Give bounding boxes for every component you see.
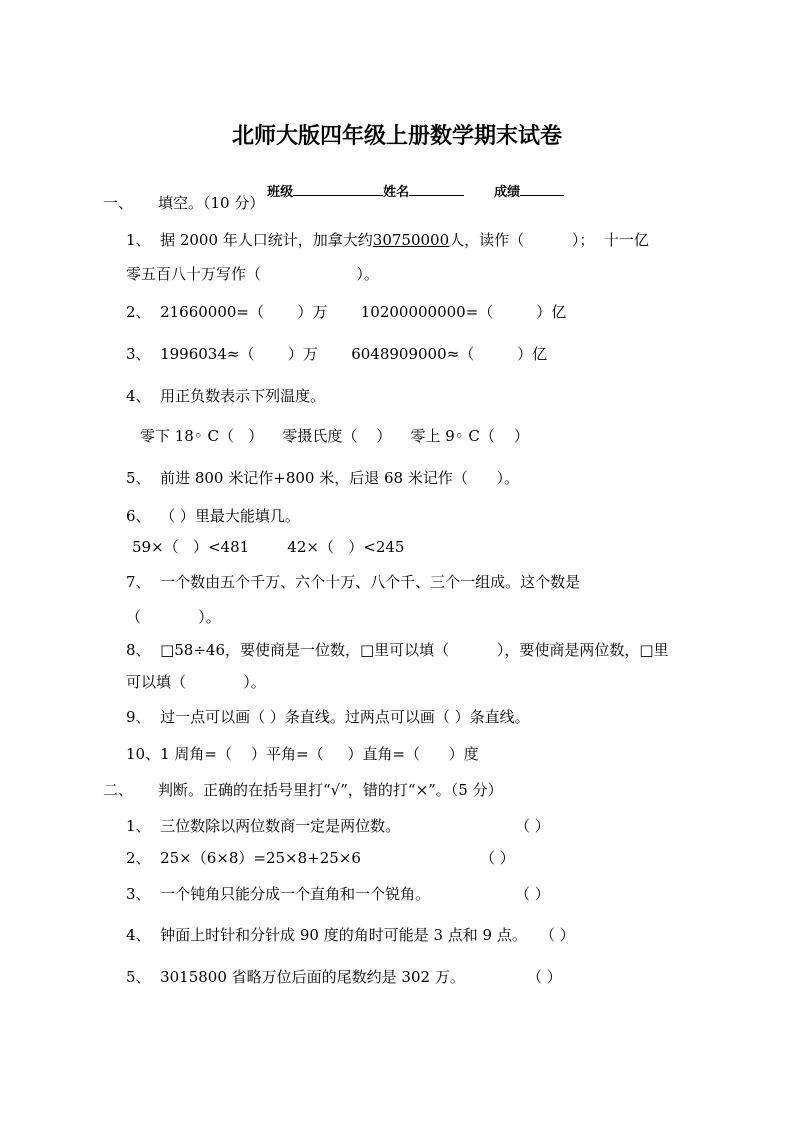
class-blank[interactable] <box>293 181 383 196</box>
name-blank[interactable] <box>409 181 464 196</box>
section-number: 二、 <box>103 781 134 799</box>
judge-3-answer[interactable]: （ ） <box>515 885 550 903</box>
question-1-line-2: 零五百八十万写作（ ）。 <box>126 265 379 283</box>
judge-2-answer[interactable]: （ ） <box>480 849 515 867</box>
judge-5-answer[interactable]: （ ） <box>527 968 562 986</box>
question-4-items: 零下 18◦ C（ ） 零摄氏度（ ） 零上 9◦ C（ ） <box>140 427 529 445</box>
question-10: 10、1 周角=（ ）平角=（ ）直角=（ ）度 <box>126 745 479 763</box>
question-2: 2、 21660000=（ ）万 10200000000=（ ）亿 <box>126 303 567 321</box>
question-4: 4、 用正负数表示下列温度。 <box>126 387 326 405</box>
question-9: 9、 过一点可以画（ ）条直线。过两点可以画（ ）条直线。 <box>126 708 530 726</box>
judge-1-text: 1、 三位数除以两位数商一定是两位数。 <box>126 817 401 835</box>
page-title: 北师大版四年级上册数学期末试卷 <box>231 123 562 149</box>
judge-4-answer[interactable]: （ ） <box>540 926 575 944</box>
judge-5-text: 5、 3015800 省略万位后面的尾数约是 302 万。 <box>126 968 465 986</box>
class-label: 班级 <box>267 185 294 200</box>
name-label: 姓名 <box>383 185 410 200</box>
question-8-line-1: 8、 □58÷46，要使商是一位数，□里可以填（ ），要使商是两位数，□里 <box>126 641 669 659</box>
question-7-line-1: 7、 一个数由五个千万、六个十万、八个千、三个一组成。这个数是 <box>126 573 581 591</box>
section-heading: 填空。（10 分） <box>158 194 265 212</box>
judge-3-text: 3、 一个钝角只能分成一个直角和一个锐角。 <box>126 885 431 903</box>
question-5: 5、 前进 800 米记作+800 米，后退 68 米记作（ ）。 <box>126 469 519 487</box>
judge-2-text: 2、 25×（6×8）=25×8+25×6 <box>126 849 361 867</box>
judge-1-answer[interactable]: （ ） <box>515 817 550 835</box>
question-3: 3、 1996034≈（ ）万 6048909000≈（ ）亿 <box>126 345 548 363</box>
score-label: 成绩 <box>494 185 521 200</box>
student-info-line <box>258 161 564 203</box>
question-6: 6、 （ ）里最大能填几。 <box>126 507 300 525</box>
score-blank[interactable] <box>520 181 564 196</box>
section-number: 一、 <box>103 194 134 212</box>
question-8-line-2: 可以填（ ）。 <box>126 673 266 691</box>
question-6-items: 59×（ ）<481 42×（ ）<245 <box>132 538 405 556</box>
section-heading: 判断。正确的在括号里打“√”，错的打“×”。（5 分） <box>158 781 503 799</box>
question-1-line-1: 1、 据 2000 年人口统计，加拿大约30750000人，读作（ ）； 十一亿 <box>126 231 649 249</box>
judge-4-text: 4、 钟面上时针和分针成 90 度的角时可能是 3 点和 9 点。 <box>126 926 527 944</box>
question-7-line-2: （ ）。 <box>126 608 221 626</box>
